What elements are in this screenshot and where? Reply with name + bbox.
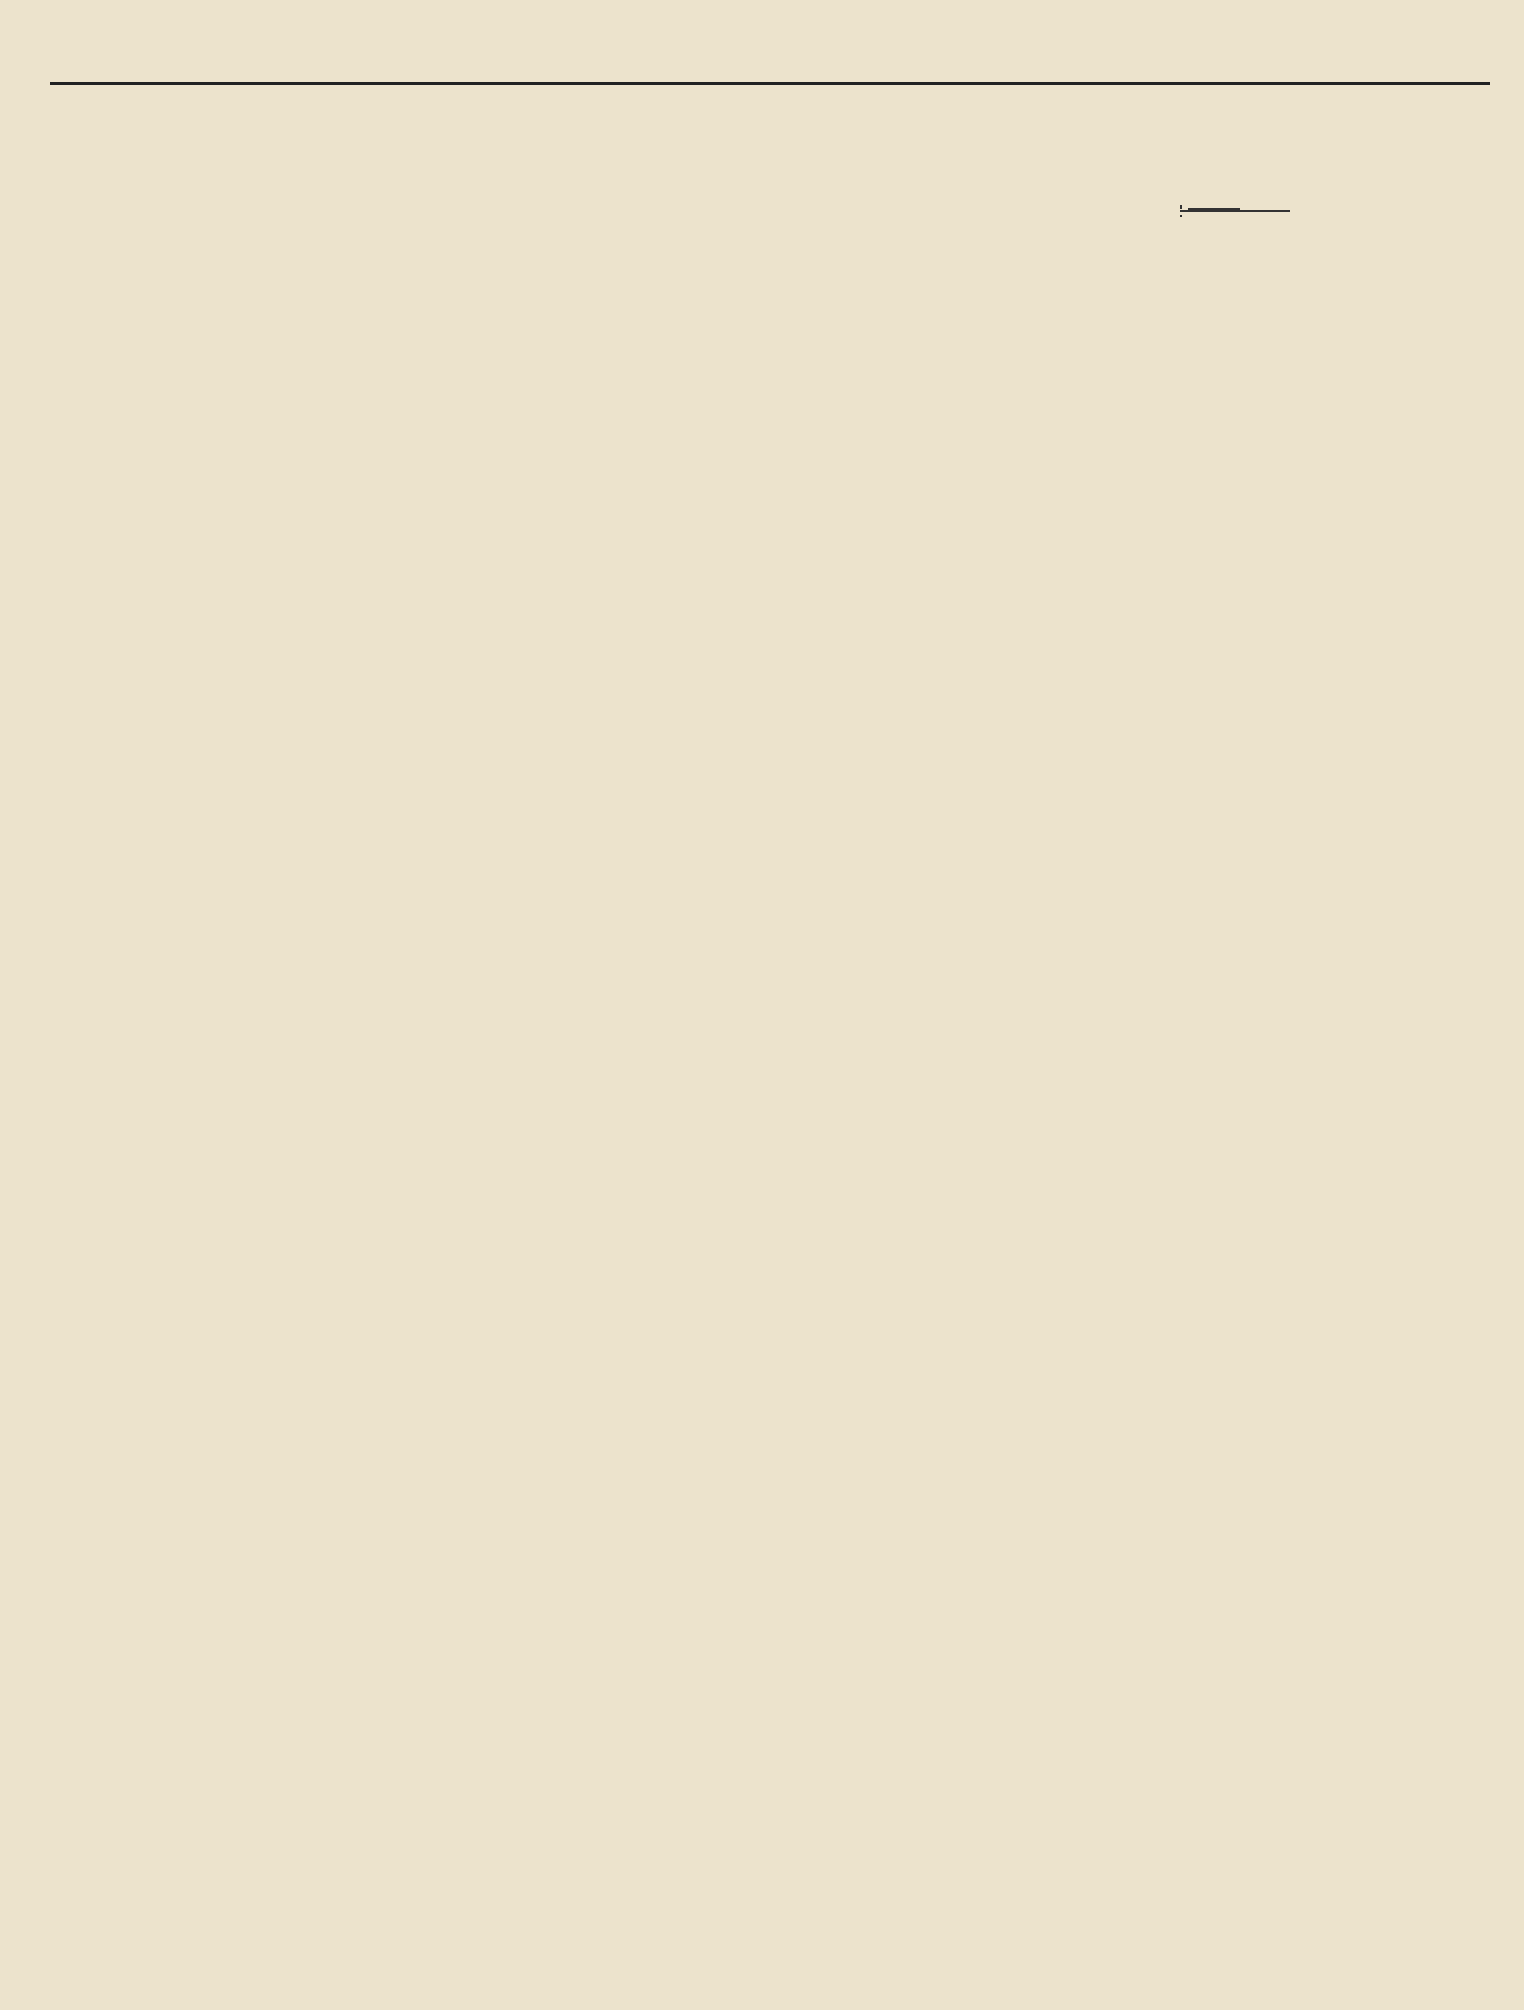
masthead [40, 48, 1490, 78]
spacer47 [1182, 210, 1184, 212]
spacer45 [1180, 207, 1182, 209]
spacer2 [1180, 210, 1290, 212]
gromyko-text-col1 [1250, 200, 1490, 980]
spacer49 [1185, 210, 1187, 212]
spacer3 [1180, 215, 1182, 217]
masthead-rule [50, 82, 1490, 85]
gromyko-text-col2-top [975, 200, 1235, 240]
spacer128 [1180, 210, 1182, 212]
spacer46 [1180, 205, 1182, 207]
gromyko-headline [970, 90, 1490, 130]
gromyko-subhead [975, 130, 1485, 198]
